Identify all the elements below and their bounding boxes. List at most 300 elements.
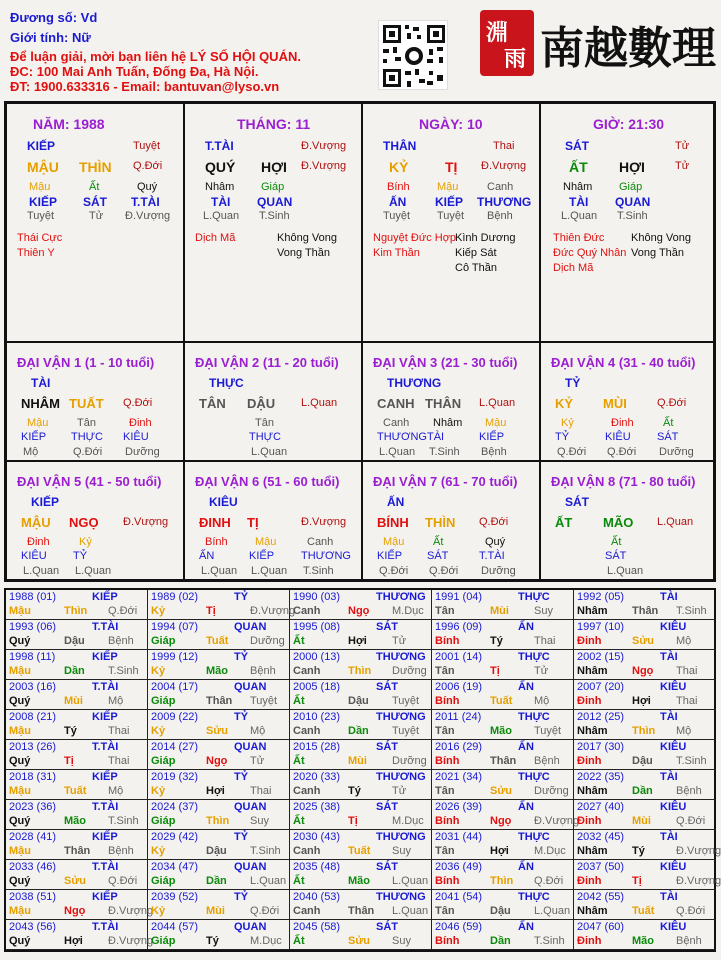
year-label: 2032 (45) (577, 831, 625, 843)
year-branch: Dần (348, 725, 369, 737)
year-label: 1994 (07) (151, 621, 199, 633)
year-branch: Sửu (64, 875, 87, 887)
hidden-state: Tuyệt (437, 210, 465, 222)
year-stem: Mậu (9, 785, 31, 797)
year-label: 2023 (36) (9, 801, 57, 813)
year-label: 2039 (52) (151, 891, 199, 903)
year-ten-god: KIẾP (92, 831, 118, 843)
ten-god: SÁT (565, 139, 589, 153)
ten-god: KIÊU (209, 495, 238, 509)
year-state: T.Sinh (676, 605, 707, 617)
branch-state: Đ.Vượng (301, 516, 347, 528)
year-ten-god: KIÊU (660, 621, 687, 633)
heavenly-stem: ẤT (555, 515, 573, 530)
star: Thiên Y (17, 247, 55, 259)
heavenly-stem: MẬU (27, 159, 59, 175)
ten-god: ẤN (387, 495, 405, 509)
year-state: Dưỡng (250, 635, 285, 647)
year-label: 2024 (37) (151, 801, 199, 813)
annual-luck-cell (432, 590, 574, 620)
annual-luck-cell (6, 920, 154, 950)
year-ten-god: T.TÀI (92, 861, 119, 873)
year-branch: Thân (348, 905, 375, 917)
year-state: Thai (676, 665, 698, 677)
year-state: T.Sinh (676, 755, 707, 767)
star: Vong Thần (277, 247, 331, 259)
annual-luck-cell (290, 920, 432, 950)
year-ten-god: TỶ (234, 891, 249, 903)
year-state: L.Quan (392, 905, 429, 917)
dai-van-title: ĐẠI VẬN 7 (61 - 70 tuổi) (373, 474, 518, 489)
year-state: T.Sinh (534, 935, 565, 947)
year-stem: Ất (293, 695, 305, 707)
year-branch: Ngọ (348, 605, 370, 617)
hidden-state: Q.Đới (379, 565, 409, 577)
year-state: Mộ (676, 725, 692, 737)
annual-luck-cell (290, 590, 432, 620)
year-ten-god: THƯƠNG (376, 591, 426, 603)
annual-luck-cell (290, 830, 432, 860)
annual-luck-cell (290, 860, 432, 890)
year-state: Q.Đới (250, 905, 280, 917)
heavenly-stem: ĐINH (199, 515, 231, 530)
year-stem: Giáp (151, 935, 176, 947)
hidden-state: Dưỡng (481, 565, 516, 577)
year-branch: Hợi (632, 695, 651, 707)
hidden-state: Tử (89, 210, 104, 222)
year-ten-god: THƯƠNG (376, 771, 426, 783)
hidden-god: KIẾP (435, 195, 464, 209)
year-state: L.Quan (534, 905, 571, 917)
year-ten-god: SÁT (376, 921, 398, 933)
year-label: 2038 (51) (9, 891, 57, 903)
year-label: 2046 (59) (435, 921, 483, 933)
hidden-stem: Ất (663, 417, 674, 429)
heavenly-stem: QUÝ (205, 159, 236, 175)
annual-luck-cell (432, 830, 574, 860)
year-state: Bệnh (108, 635, 134, 647)
year-label: 2012 (25) (577, 711, 625, 723)
hidden-state: Q.Đới (73, 446, 103, 458)
year-branch: Tị (632, 875, 642, 887)
hidden-god: SÁT (605, 550, 627, 562)
year-state: Đ.Vượng (676, 845, 721, 857)
hidden-stem: Canh (307, 536, 334, 548)
year-ten-god: THỰC (518, 831, 550, 843)
year-state: Đ.Vượng (676, 875, 721, 887)
year-state: L.Quan (392, 875, 429, 887)
year-state: Thai (676, 695, 698, 707)
year-label: 1992 (05) (577, 591, 625, 603)
heavenly-stem: ẤT (569, 159, 588, 175)
annual-luck-cell (290, 710, 432, 740)
year-state: Q.Đới (108, 605, 138, 617)
year-state: Bệnh (676, 785, 702, 797)
hidden-god: T.TÀI (131, 195, 160, 209)
year-state: Thai (250, 785, 272, 797)
annual-luck-cell (6, 710, 148, 740)
year-branch: Thân (64, 845, 91, 857)
star: Nguyệt Đức Hợp (373, 232, 457, 244)
hidden-stem: Canh (487, 181, 514, 193)
year-stem: Đinh (577, 875, 602, 887)
year-stem: Mậu (9, 845, 31, 857)
year-state: Mộ (108, 785, 124, 797)
gender: Giới tính: Nữ (10, 30, 91, 45)
year-stem: Quý (9, 935, 31, 947)
annual-luck-cell (432, 860, 574, 890)
year-ten-god: TỶ (234, 711, 249, 723)
year-label: 2010 (23) (293, 711, 341, 723)
year-ten-god: TÀI (660, 831, 678, 843)
year-ten-god: T.TÀI (92, 921, 119, 933)
pillar-title: NGÀY: 10 (419, 116, 483, 132)
year-branch: Sửu (632, 635, 655, 647)
qr-code-icon[interactable] (378, 20, 448, 90)
annual-luck-cell (6, 740, 148, 770)
year-label: 2015 (28) (293, 741, 341, 753)
year-ten-god: THỰC (518, 771, 550, 783)
year-state: Đ.Vượng (108, 935, 154, 947)
year-label: 2028 (41) (9, 831, 57, 843)
year-state: M.Dục (250, 935, 282, 947)
year-state: Tử (534, 665, 549, 677)
annual-luck-cell (148, 650, 290, 680)
year-state: Bệnh (250, 665, 276, 677)
annual-luck-cell (148, 830, 290, 860)
year-branch: Ngọ (490, 815, 512, 827)
year-label: 2020 (33) (293, 771, 341, 783)
year-ten-god: KIẾP (92, 591, 118, 603)
year-branch: Ngọ (632, 665, 654, 677)
pillar-month (184, 103, 362, 342)
year-label: 2019 (32) (151, 771, 199, 783)
year-label: 2034 (47) (151, 861, 199, 873)
annual-luck-cell (290, 740, 432, 770)
year-branch: Mùi (348, 755, 367, 767)
year-branch: Dần (632, 785, 653, 797)
hidden-stem: Mậu (383, 536, 405, 548)
branch-state: L.Quan (657, 516, 694, 528)
hidden-state: L.Quan (561, 210, 598, 222)
hidden-stem: Tân (255, 417, 274, 429)
year-ten-god: SÁT (376, 861, 398, 873)
annual-luck-cell (290, 680, 432, 710)
year-stem: Kỷ (151, 905, 166, 917)
branch-state: Q.Đới (657, 397, 687, 409)
year-label: 2035 (48) (293, 861, 341, 873)
annual-luck-cell (148, 920, 290, 950)
year-state: Dưỡng (392, 755, 427, 767)
heavenly-stem: TÂN (199, 396, 226, 411)
year-stem: Kỷ (151, 725, 166, 737)
year-branch: Tuất (490, 695, 513, 707)
year-ten-god: KIÊU (660, 921, 687, 933)
year-label: 1999 (12) (151, 651, 199, 663)
annual-luck-cell (574, 710, 716, 740)
annual-luck-cell (290, 650, 432, 680)
year-branch: Hợi (64, 935, 83, 947)
year-stem: Nhâm (577, 665, 608, 677)
year-state: Suy (534, 605, 553, 617)
year-branch: Tuất (64, 785, 87, 797)
year-ten-god: QUAN (234, 621, 267, 633)
year-state: Dưỡng (534, 785, 569, 797)
hidden-state: L.Quan (23, 565, 60, 577)
year-ten-god: THƯƠNG (376, 831, 426, 843)
annual-luck-cell (574, 920, 716, 950)
hidden-state: Dưỡng (125, 446, 160, 458)
year-ten-god: TỶ (234, 651, 249, 663)
hidden-god: QUAN (615, 195, 651, 209)
hidden-stem: Giáp (619, 181, 643, 193)
year-stem: Ất (293, 875, 305, 887)
annual-luck-cell (432, 890, 574, 920)
year-label: 2007 (20) (577, 681, 625, 693)
annual-luck-cell (432, 680, 574, 710)
year-label: 1995 (08) (293, 621, 341, 633)
year-stem: Canh (293, 845, 321, 857)
heavenly-stem: CANH (377, 396, 415, 411)
year-label: 2018 (31) (9, 771, 57, 783)
hidden-stem: Bính (205, 536, 228, 548)
year-branch: Hợi (490, 845, 509, 857)
annual-luck-cell (148, 710, 290, 740)
hidden-god: KIẾP (29, 195, 58, 209)
annual-luck-cell (432, 740, 574, 770)
year-branch: Ngọ (64, 905, 86, 917)
year-label: 1990 (03) (293, 591, 341, 603)
year-ten-god: TÀI (660, 891, 678, 903)
year-stem: Quý (9, 815, 31, 827)
hidden-god: QUAN (257, 195, 293, 209)
hidden-stem: Tân (77, 417, 96, 429)
hidden-state: L.Quan (75, 565, 112, 577)
year-state: Q.Đới (108, 875, 138, 887)
year-label: 2047 (60) (577, 921, 625, 933)
hidden-state: Dưỡng (659, 446, 694, 458)
year-label: 2043 (56) (9, 921, 57, 933)
dai-van-title: ĐẠI VẬN 5 (41 - 50 tuổi) (17, 474, 162, 489)
year-label: 2017 (30) (577, 741, 625, 753)
year-branch: Mão (64, 815, 86, 827)
star: Không Vong (631, 232, 691, 244)
year-state: Tuyệt (534, 725, 562, 737)
hidden-state: L.Quan (379, 446, 416, 458)
year-label: 2031 (44) (435, 831, 483, 843)
year-stem: Ất (293, 635, 305, 647)
year-stem: Canh (293, 665, 321, 677)
year-branch: Dậu (490, 905, 511, 917)
hidden-god: THƯƠNG (477, 195, 532, 209)
year-state: Đ.Vượng (250, 605, 296, 617)
hidden-stem: Ất (611, 536, 622, 548)
earthly-branch: THÌN (425, 515, 456, 530)
year-label: 2016 (29) (435, 741, 483, 753)
year-label: 2002 (15) (577, 651, 625, 663)
year-ten-god: THỰC (518, 711, 550, 723)
year-branch: Mùi (632, 815, 651, 827)
year-ten-god: T.TÀI (92, 741, 119, 753)
year-branch: Sửu (206, 725, 229, 737)
site-logo[interactable]: 淵 雨 南 越 數 理 (478, 10, 714, 82)
year-stem: Mậu (9, 605, 31, 617)
year-branch: Tuất (206, 635, 229, 647)
year-stem: Bính (435, 635, 460, 647)
hidden-state: Q.Đới (557, 446, 587, 458)
year-ten-god: THỰC (518, 891, 550, 903)
year-state: T.Sinh (108, 815, 139, 827)
pillar-title: NĂM: 1988 (33, 116, 105, 132)
year-ten-god: SÁT (376, 681, 398, 693)
year-state: Mộ (676, 635, 692, 647)
year-stem: Ất (293, 815, 305, 827)
hidden-stem: Nhâm (563, 181, 593, 193)
year-state: Mộ (108, 695, 124, 707)
annual-luck-cell (574, 590, 716, 620)
annual-luck-cell (432, 920, 574, 950)
year-ten-god: TÀI (660, 591, 678, 603)
stem-state: Tuyệt (133, 140, 161, 152)
year-branch: Hợi (348, 635, 367, 647)
hidden-stem: Mậu (255, 536, 277, 548)
year-label: 1991 (04) (435, 591, 483, 603)
year-branch: Thân (206, 695, 233, 707)
year-branch: Dậu (348, 695, 369, 707)
star: Cô Thần (455, 262, 497, 274)
annual-luck-cell (148, 590, 296, 620)
year-branch: Dậu (64, 635, 85, 647)
year-state: Thai (108, 725, 130, 737)
hidden-state: Q.Đới (607, 446, 637, 458)
year-ten-god: KIẾP (92, 651, 118, 663)
hidden-stem: Đinh (129, 417, 152, 429)
year-label: 2042 (55) (577, 891, 625, 903)
hidden-god: KIÊU (123, 431, 149, 443)
hidden-god: TỶ (73, 550, 88, 562)
year-label: 2025 (38) (293, 801, 341, 813)
annual-luck-cell (574, 650, 716, 680)
year-stem: Bính (435, 875, 460, 887)
star: Dịch Mã (553, 262, 594, 274)
year-stem: Canh (293, 905, 321, 917)
hidden-stem: Nhâm (433, 417, 463, 429)
pillar-hour (540, 103, 714, 342)
year-ten-god: KIÊU (660, 801, 687, 813)
year-state: Bệnh (676, 935, 702, 947)
hidden-state: L.Quan (607, 565, 644, 577)
year-ten-god: T.TÀI (92, 621, 119, 633)
hidden-stem: Ất (433, 536, 444, 548)
year-label: 2045 (58) (293, 921, 341, 933)
year-stem: Tân (435, 665, 455, 677)
hidden-state: L.Quan (251, 565, 288, 577)
hidden-stem: Giáp (261, 181, 285, 193)
year-state: Tuyệt (250, 695, 278, 707)
earthly-branch: THÂN (425, 396, 462, 411)
year-label: 2040 (53) (293, 891, 341, 903)
year-state: Thai (108, 755, 130, 767)
year-ten-god: T.TÀI (92, 681, 119, 693)
annual-luck-cell (290, 800, 432, 830)
year-branch: Tý (632, 845, 645, 857)
hidden-state: L.Quan (201, 565, 238, 577)
branch-state: L.Quan (301, 397, 338, 409)
hidden-god: KIẾP (479, 431, 505, 443)
hidden-stem: Quý (137, 181, 158, 193)
annual-luck-cell (6, 650, 148, 680)
year-state: Q.Đới (676, 905, 706, 917)
hidden-stem: Nhâm (205, 181, 235, 193)
year-branch: Mùi (490, 605, 509, 617)
year-branch: Dậu (206, 845, 227, 857)
year-stem: Canh (293, 605, 321, 617)
hidden-god: SÁT (83, 195, 107, 209)
year-state: Dưỡng (392, 665, 427, 677)
header (0, 0, 720, 100)
dai-van-cell (362, 342, 540, 461)
star: Kình Dương (455, 232, 516, 244)
owner-name: Đương số: Vd (10, 10, 98, 25)
annual-luck-cell (6, 680, 148, 710)
year-ten-god: THƯƠNG (376, 891, 426, 903)
year-ten-god: ẤN (518, 801, 534, 813)
dai-van-title: ĐẠI VẬN 6 (51 - 60 tuổi) (195, 474, 340, 489)
year-state: Bệnh (108, 845, 134, 857)
pillar-day (362, 103, 540, 342)
year-state: Tử (392, 635, 407, 647)
dai-van-title: ĐẠI VẬN 2 (11 - 20 tuổi) (195, 355, 339, 370)
year-label: 1988 (01) (9, 591, 57, 603)
dai-van-cell (184, 461, 362, 580)
annual-luck-cell (432, 770, 574, 800)
annual-luck-cell (6, 830, 148, 860)
year-state: Suy (250, 815, 269, 827)
annual-luck-cell (290, 890, 432, 920)
hidden-god: ẤN (199, 550, 215, 562)
year-stem: Canh (293, 785, 321, 797)
hidden-god: KIẾP (21, 431, 47, 443)
year-stem: Quý (9, 755, 31, 767)
year-stem: Kỷ (151, 665, 166, 677)
year-state: Mộ (250, 725, 266, 737)
year-branch: Thìn (632, 725, 656, 737)
hidden-god: THƯƠNG (301, 550, 351, 562)
earthly-branch: TỊ (445, 159, 458, 175)
year-stem: Bính (435, 935, 460, 947)
heavenly-stem: MẬU (21, 515, 51, 530)
hidden-god: KIẾP (377, 550, 403, 562)
hidden-stem: Kỷ (561, 417, 574, 429)
year-stem: Giáp (151, 635, 176, 647)
hidden-stem: Bính (387, 181, 410, 193)
year-stem: Mậu (9, 725, 31, 737)
hidden-stem: Quý (485, 536, 506, 548)
year-label: 2026 (39) (435, 801, 483, 813)
year-branch: Dần (490, 935, 511, 947)
year-label: 2005 (18) (293, 681, 341, 693)
annual-luck-cell (148, 800, 290, 830)
year-stem: Nhâm (577, 605, 608, 617)
year-label: 2000 (13) (293, 651, 341, 663)
year-branch: Mùi (64, 695, 83, 707)
heavenly-stem: BÍNH (377, 515, 409, 530)
stem-state: Đ.Vượng (301, 140, 347, 152)
annual-luck-cell (574, 620, 716, 650)
year-label: 1993 (06) (9, 621, 57, 633)
branch-state: Đ.Vượng (123, 516, 169, 528)
dai-van-title: ĐẠI VẬN 1 (1 - 10 tuổi) (17, 355, 155, 370)
